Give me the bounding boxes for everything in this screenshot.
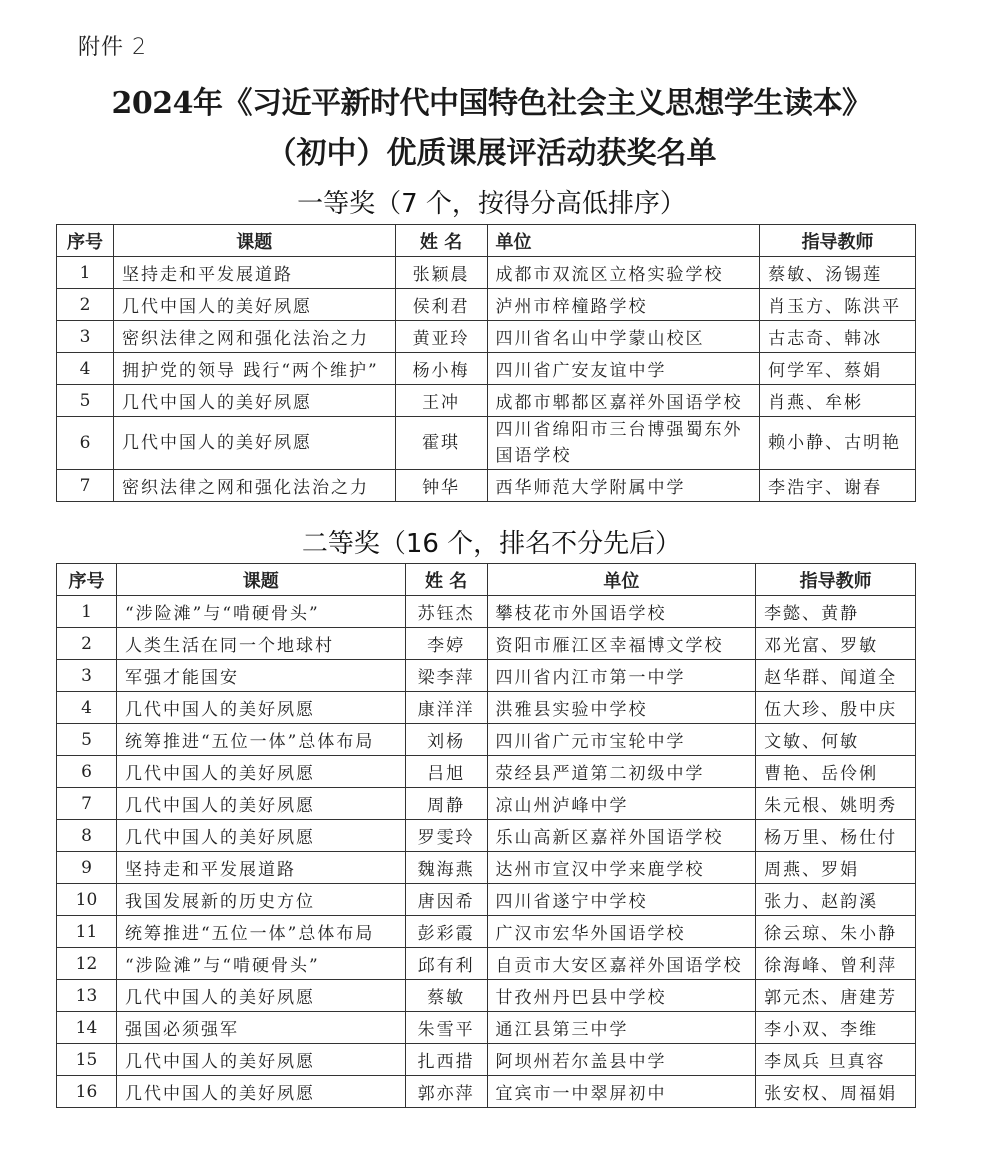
row-name: 彭彩霞 — [405, 916, 487, 948]
row-topic: 统筹推进“五位一体”总体布局 — [116, 916, 405, 948]
row-unit: 达州市宣汉中学来鹿学校 — [487, 852, 756, 884]
row-teacher: 杨万里、杨仕付 — [756, 820, 916, 852]
table-row — [57, 470, 916, 502]
row-topic: 我国发展新的历史方位 — [116, 884, 405, 916]
row-index: 11 — [57, 916, 117, 948]
row-topic: 强国必须强军 — [116, 1012, 405, 1044]
row-topic: 坚持走和平发展道路 — [113, 257, 395, 289]
row-topic: 几代中国人的美好夙愿 — [116, 1044, 405, 1076]
row-unit: 宜宾市一中翠屏初中 — [487, 1076, 756, 1108]
table-row — [57, 852, 916, 884]
row-teacher: 周燕、罗娟 — [756, 852, 916, 884]
row-index: 7 — [57, 470, 114, 502]
document-title-line2: （初中）优质课展评活动获奖名单 — [266, 136, 717, 171]
row-name: 刘杨 — [405, 724, 487, 756]
row-topic: 坚持走和平发展道路 — [116, 852, 405, 884]
col-header-teacher: 指导教师 — [760, 225, 916, 257]
row-teacher: 肖燕、牟彬 — [760, 385, 916, 417]
table-header-row — [57, 225, 916, 257]
table-row — [57, 1076, 916, 1108]
col-header-index: 序号 — [57, 564, 117, 596]
row-unit: 自贡市大安区嘉祥外国语学校 — [487, 948, 756, 980]
table-row — [57, 660, 916, 692]
row-name: 魏海燕 — [405, 852, 487, 884]
row-topic: 人类生活在同一个地球村 — [116, 628, 405, 660]
row-index: 14 — [57, 1012, 117, 1044]
col-header-topic: 课题 — [113, 225, 395, 257]
table-row — [57, 788, 916, 820]
col-header-index: 序号 — [57, 225, 114, 257]
row-name: 钟华 — [395, 470, 487, 502]
row-name: 侯利君 — [395, 289, 487, 321]
row-teacher: 李浩宇、谢春 — [760, 470, 916, 502]
col-header-name: 姓 名 — [405, 564, 487, 596]
row-topic: 密织法律之网和强化法治之力 — [113, 321, 395, 353]
row-index: 12 — [57, 948, 117, 980]
row-unit: 泸州市梓橦路学校 — [487, 289, 760, 321]
row-unit: 甘孜州丹巴县中学校 — [487, 980, 756, 1012]
table-row — [57, 884, 916, 916]
row-unit: 四川省广安友谊中学 — [487, 353, 760, 385]
table-row — [57, 353, 916, 385]
row-unit: 四川省绵阳市三台博强蜀东外国语学校 — [487, 417, 760, 470]
row-teacher: 徐海峰、曾利萍 — [756, 948, 916, 980]
second-prize-table — [56, 563, 916, 1108]
row-teacher: 郭元杰、唐建芳 — [756, 980, 916, 1012]
document-title-line1: 2024年《习近平新时代中国特色社会主义思想学生读本》 — [111, 86, 872, 121]
row-unit: 凉山州泸峰中学 — [487, 788, 756, 820]
row-name: 王冲 — [395, 385, 487, 417]
row-unit: 四川省广元市宝轮中学 — [487, 724, 756, 756]
row-teacher: 蔡敏、汤锡莲 — [760, 257, 916, 289]
table-row — [57, 724, 916, 756]
row-unit: 洪雅县实验中学校 — [487, 692, 756, 724]
row-name: 梁李萍 — [405, 660, 487, 692]
row-unit: 四川省内江市第一中学 — [487, 660, 756, 692]
row-name: 扎西措 — [405, 1044, 487, 1076]
table-row — [57, 948, 916, 980]
row-index: 3 — [57, 321, 114, 353]
table-header-row — [57, 564, 916, 596]
row-topic: 几代中国人的美好夙愿 — [116, 692, 405, 724]
second-prize-rows — [57, 596, 916, 1108]
row-name: 李婷 — [405, 628, 487, 660]
row-unit: 阿坝州若尔盖县中学 — [487, 1044, 756, 1076]
row-name: 蔡敏 — [405, 980, 487, 1012]
row-name: 邱有利 — [405, 948, 487, 980]
row-teacher: 张力、赵韵溪 — [756, 884, 916, 916]
row-name: 朱雪平 — [405, 1012, 487, 1044]
row-index: 1 — [57, 257, 114, 289]
row-topic: 军强才能国安 — [116, 660, 405, 692]
row-unit: 西华师范大学附属中学 — [487, 470, 760, 502]
row-topic: 几代中国人的美好夙愿 — [116, 756, 405, 788]
table-row — [57, 916, 916, 948]
table-row — [57, 756, 916, 788]
table-row — [57, 980, 916, 1012]
row-unit: 成都市双流区立格实验学校 — [487, 257, 760, 289]
row-unit: 乐山高新区嘉祥外国语学校 — [487, 820, 756, 852]
row-unit: 广汉市宏华外国语学校 — [487, 916, 756, 948]
row-name: 周静 — [405, 788, 487, 820]
row-topic: “涉险滩”与“啃硬骨头” — [116, 948, 405, 980]
table-row — [57, 596, 916, 628]
row-index: 4 — [57, 353, 114, 385]
row-name: 郭亦萍 — [405, 1076, 487, 1108]
row-topic: 几代中国人的美好夙愿 — [113, 385, 395, 417]
row-topic: 几代中国人的美好夙愿 — [113, 417, 395, 470]
col-header-unit: 单位 — [487, 225, 760, 257]
row-teacher: 朱元根、姚明秀 — [756, 788, 916, 820]
row-topic: 拥护党的领导 践行“两个维护” — [113, 353, 395, 385]
row-unit: 荥经县严道第二初级中学 — [487, 756, 756, 788]
row-unit: 四川省名山中学蒙山校区 — [487, 321, 760, 353]
row-teacher: 赵华群、闻道全 — [756, 660, 916, 692]
row-name: 罗雯玲 — [405, 820, 487, 852]
row-topic: 几代中国人的美好夙愿 — [116, 788, 405, 820]
row-index: 6 — [57, 417, 114, 470]
table-row — [57, 289, 916, 321]
row-teacher: 李懿、黄静 — [756, 596, 916, 628]
row-teacher: 肖玉方、陈洪平 — [760, 289, 916, 321]
table-row — [57, 1044, 916, 1076]
col-header-teacher: 指导教师 — [756, 564, 916, 596]
row-topic: 几代中国人的美好夙愿 — [116, 1076, 405, 1108]
row-teacher: 伍大珍、殷中庆 — [756, 692, 916, 724]
col-header-name: 姓 名 — [395, 225, 487, 257]
row-topic: 几代中国人的美好夙愿 — [116, 820, 405, 852]
row-teacher: 曹艳、岳伶俐 — [756, 756, 916, 788]
row-teacher: 张安权、周福娟 — [756, 1076, 916, 1108]
row-teacher: 何学军、蔡娟 — [760, 353, 916, 385]
table-row — [57, 628, 916, 660]
row-unit: 通江县第三中学 — [487, 1012, 756, 1044]
row-index: 10 — [57, 884, 117, 916]
table-row — [57, 321, 916, 353]
row-unit: 资阳市雁江区幸福博文学校 — [487, 628, 756, 660]
row-index: 1 — [57, 596, 117, 628]
row-index: 13 — [57, 980, 117, 1012]
row-teacher: 徐云琼、朱小静 — [756, 916, 916, 948]
row-index: 2 — [57, 289, 114, 321]
table-row — [57, 257, 916, 289]
first-prize-heading: 一等奖（7 个，按得分高低排序） — [297, 189, 686, 219]
row-name: 霍琪 — [395, 417, 487, 470]
row-topic: 统筹推进“五位一体”总体布局 — [116, 724, 405, 756]
row-name: 唐因希 — [405, 884, 487, 916]
row-index: 3 — [57, 660, 117, 692]
col-header-unit: 单位 — [487, 564, 756, 596]
row-index: 16 — [57, 1076, 117, 1108]
row-unit: 四川省遂宁中学校 — [487, 884, 756, 916]
first-prize-table — [56, 224, 916, 502]
table-row — [57, 385, 916, 417]
row-topic: 几代中国人的美好夙愿 — [116, 980, 405, 1012]
row-teacher: 赖小静、古明艳 — [760, 417, 916, 470]
row-teacher: 古志奇、韩冰 — [760, 321, 916, 353]
table-row — [57, 417, 916, 470]
table-row — [57, 692, 916, 724]
table-row — [57, 820, 916, 852]
row-teacher: 邓光富、罗敏 — [756, 628, 916, 660]
row-name: 张颖晨 — [395, 257, 487, 289]
row-name: 康洋洋 — [405, 692, 487, 724]
row-name: 苏钰杰 — [405, 596, 487, 628]
row-index: 5 — [57, 385, 114, 417]
row-index: 5 — [57, 724, 117, 756]
row-topic: 几代中国人的美好夙愿 — [113, 289, 395, 321]
row-teacher: 李凤兵 旦真容 — [756, 1044, 916, 1076]
row-topic: 密织法律之网和强化法治之力 — [113, 470, 395, 502]
first-prize-rows — [57, 257, 916, 502]
attachment-label: 附件 2 — [78, 35, 147, 60]
row-index: 2 — [57, 628, 117, 660]
second-prize-heading: 二等奖（16 个，排名不分先后） — [301, 529, 682, 559]
row-index: 9 — [57, 852, 117, 884]
row-index: 8 — [57, 820, 117, 852]
row-teacher: 李小双、李维 — [756, 1012, 916, 1044]
row-index: 6 — [57, 756, 117, 788]
row-teacher: 文敏、何敏 — [756, 724, 916, 756]
row-index: 4 — [57, 692, 117, 724]
row-topic: “涉险滩”与“啃硬骨头” — [116, 596, 405, 628]
row-unit: 攀枝花市外国语学校 — [487, 596, 756, 628]
row-index: 15 — [57, 1044, 117, 1076]
table-row — [57, 1012, 916, 1044]
row-unit: 成都市郫都区嘉祥外国语学校 — [487, 385, 760, 417]
row-name: 杨小梅 — [395, 353, 487, 385]
row-name: 吕旭 — [405, 756, 487, 788]
col-header-topic: 课题 — [116, 564, 405, 596]
row-index: 7 — [57, 788, 117, 820]
row-name: 黄亚玲 — [395, 321, 487, 353]
